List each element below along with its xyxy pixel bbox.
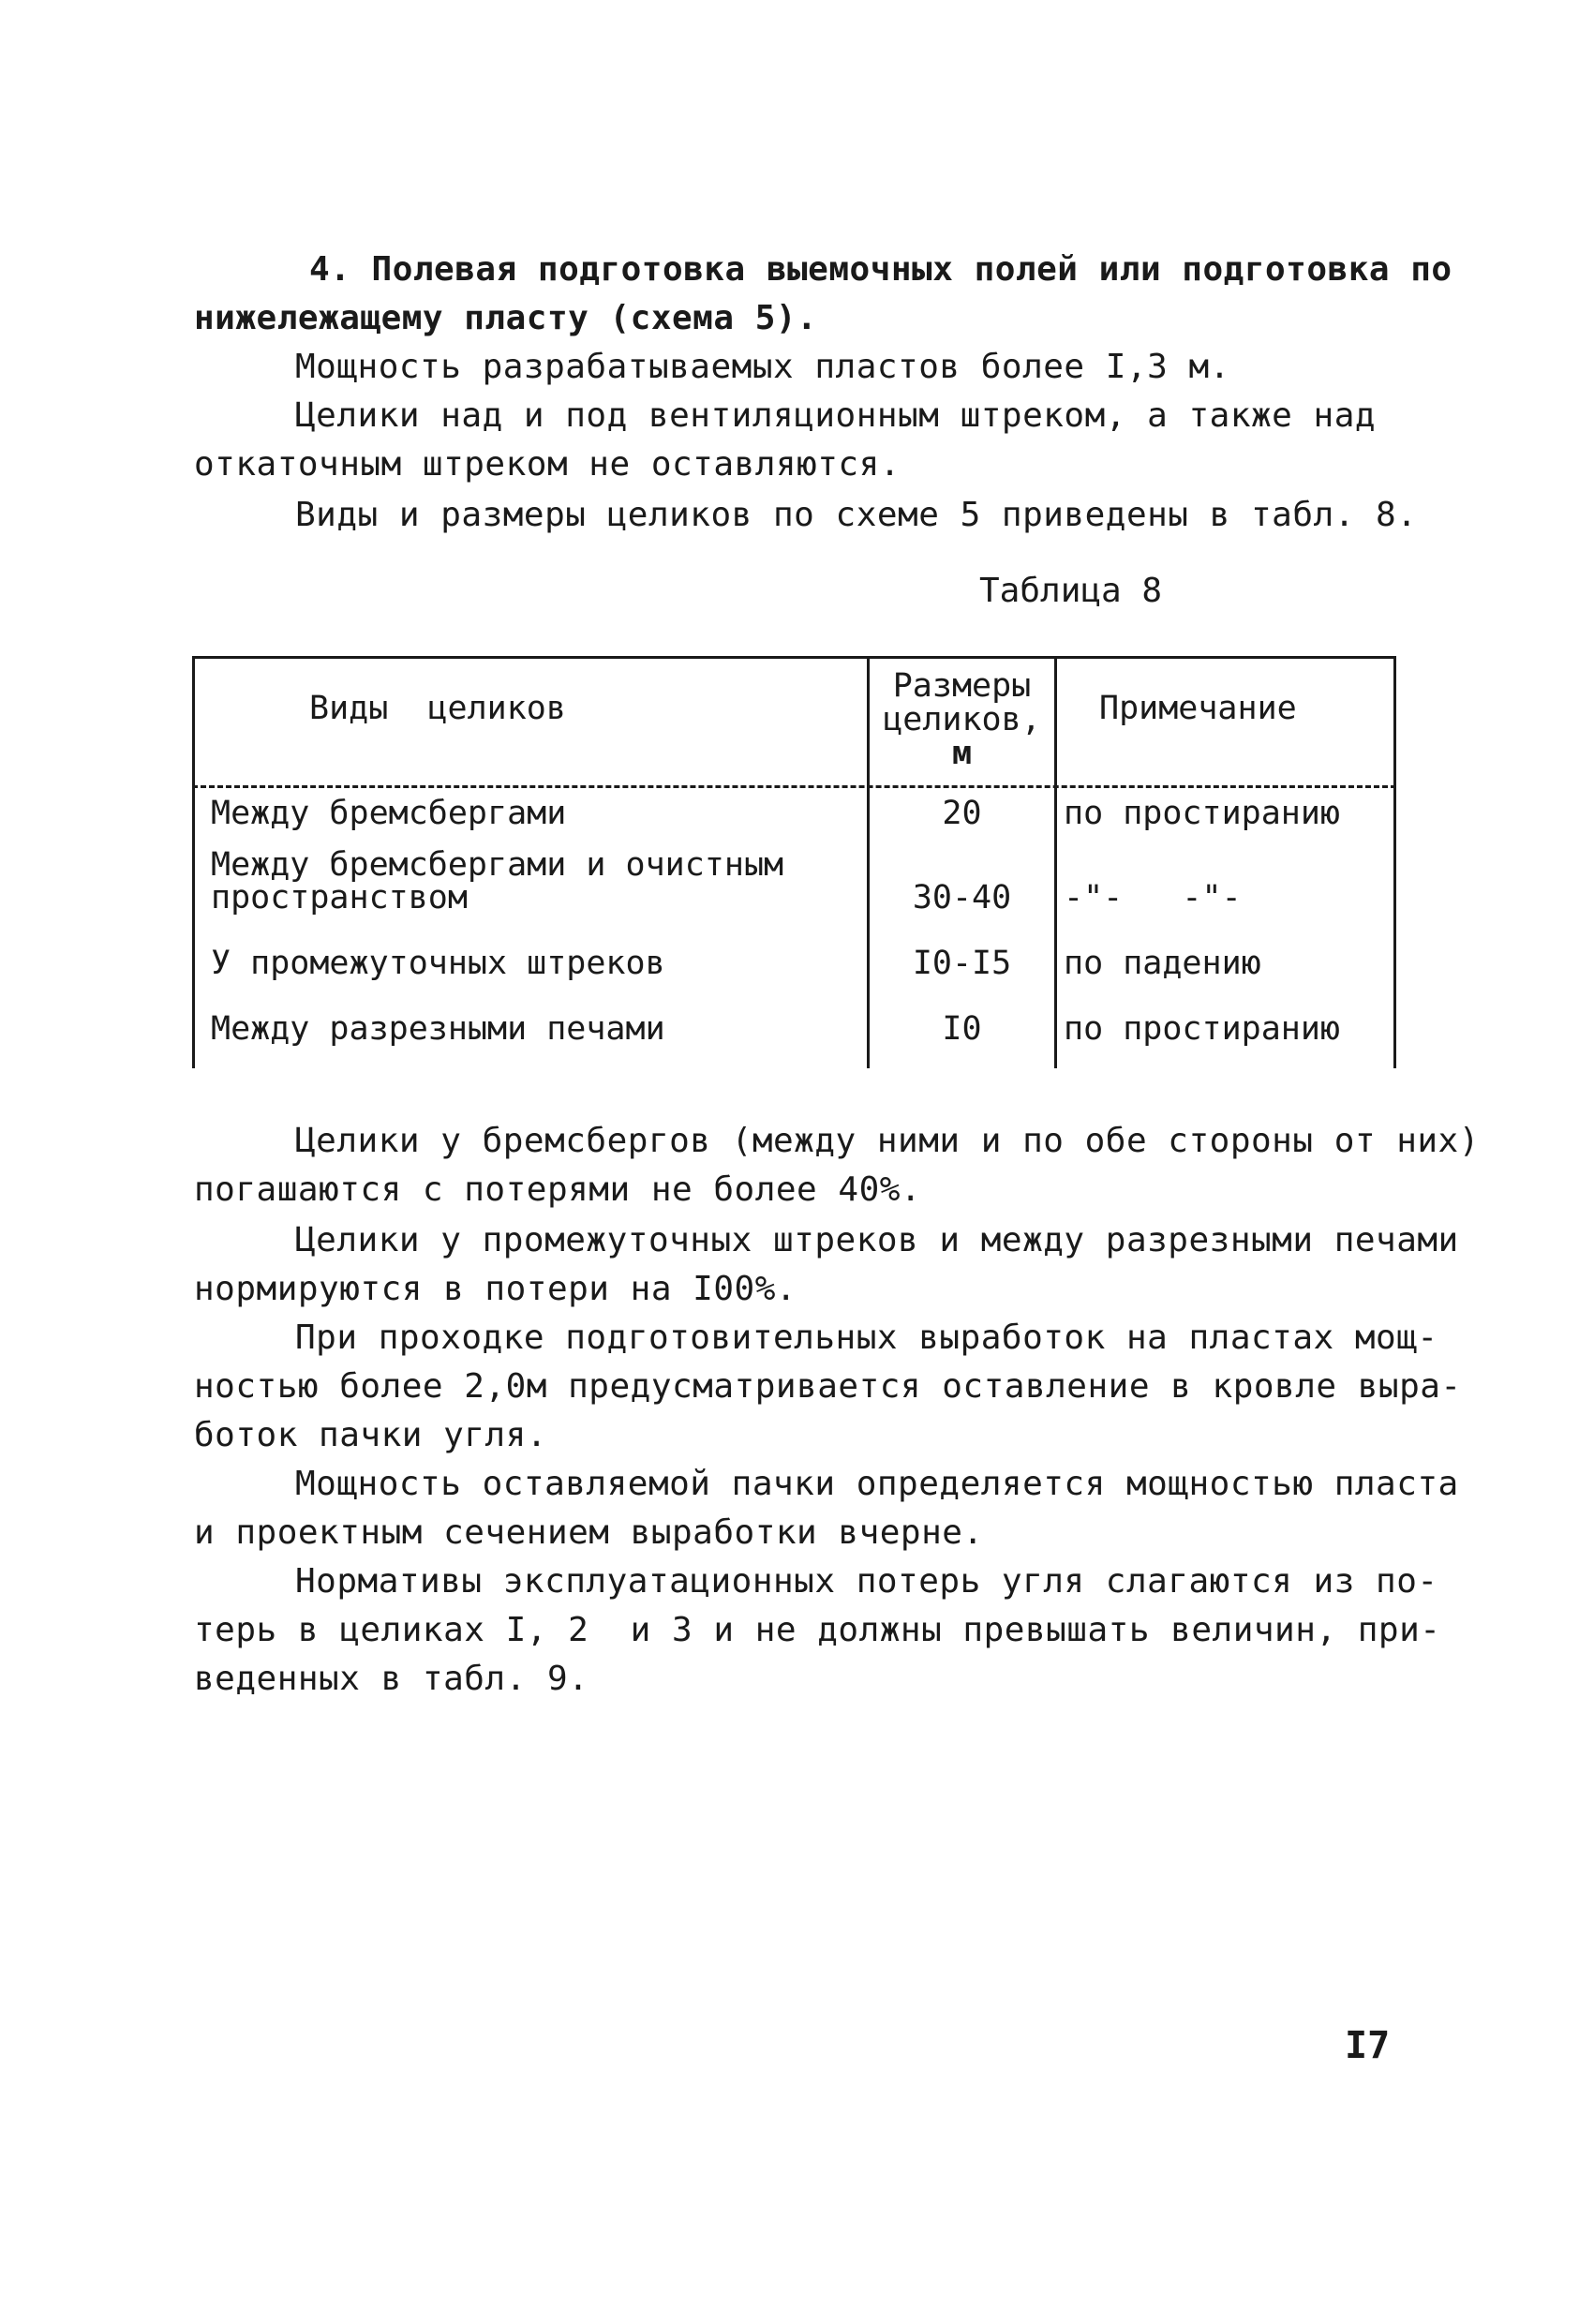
paragraph-pillars-line-2: откаточным штреком не оставляются. [194,445,901,484]
after-p3-line-3: боток пачки угля. [194,1416,547,1454]
table-row-1-note: по простиранию [1064,795,1341,832]
paragraph-seam-thickness: Мощность разрабатываемых пластов более I,3 м. [295,348,1230,386]
after-p3-line-1: При проходке подготовительных выработок на пластах мощ- [295,1318,1438,1357]
pillars-table [192,656,1396,1068]
table-row-4-note: по простиранию [1064,1010,1341,1048]
table-row-1-size: 20 [942,795,982,832]
after-p4-line-2: и проектным сечением выработки вчерне. [194,1513,984,1552]
after-p5-line-1: Нормативы эксплуатационных потерь угля слагаются из по- [295,1562,1438,1601]
after-p2-line-1: Целики у промежуточных штреков и между разрезными печами [295,1221,1459,1259]
after-p5-line-2: терь в целиках I, 2 и 3 и не должны превышать величин, при- [194,1611,1441,1649]
header-note: Примечание [1099,690,1297,727]
header-size-line-2: целиков, [883,701,1041,738]
table-row-3-size: I0-I5 [912,945,1012,982]
after-p1-line-1: Целики у бремсбергов (между ними и по обе стороны от них) [295,1122,1480,1160]
header-size-line-1: Размеры [892,667,1032,705]
after-p5-line-3: веденных в табл. 9. [194,1660,589,1698]
table-row-3-type: У промежуточных штреков [211,945,665,982]
table-top-border [192,656,1396,659]
table-row-1-type: Между бремсбергами [211,795,567,832]
paragraph-table-ref: Виды и размеры целиков по схеме 5 приведены в табл. 8. [295,496,1418,534]
table-row-3-note: по падению [1064,945,1261,982]
section-heading-line-2: нижележащему пласту (схема 5). [194,299,818,337]
table-row-2-note: -"- -"- [1064,879,1242,916]
header-types: Виды целиков [309,690,566,727]
table-row-2-size: 30-40 [912,879,1012,916]
table-col-divider-2 [1054,656,1057,1068]
table-row-2-type-line-2: пространством [211,879,468,916]
table-row-2-type-line-1: Между бремсбергами и очистным [211,846,784,884]
table-caption: Таблица 8 [979,572,1163,610]
after-p2-line-2: нормируются в потери на I00%. [194,1270,797,1308]
table-left-border [192,656,195,1068]
table-right-border [1393,656,1396,1068]
table-header-separator [192,785,1396,788]
table-row-4-type: Между разрезными печами [211,1010,665,1048]
table-row-4-size: I0 [942,1010,982,1048]
after-p3-line-2: ностью более 2,0м предусматривается оставление в кровле выра- [194,1367,1462,1406]
page-number: I7 [1345,2024,1391,2067]
section-heading-line-1: 4. Полевая подготовка выемочных полей или подготовка по [309,250,1452,289]
paragraph-pillars-line-1: Целики над и под вентиляционным штреком, а также над [295,396,1377,435]
after-p4-line-1: Мощность оставляемой пачки определяется мощностью пласта [295,1465,1459,1503]
header-size-line-3: м [951,735,973,772]
after-p1-line-2: погашаются с потерями не более 40%. [194,1170,922,1209]
